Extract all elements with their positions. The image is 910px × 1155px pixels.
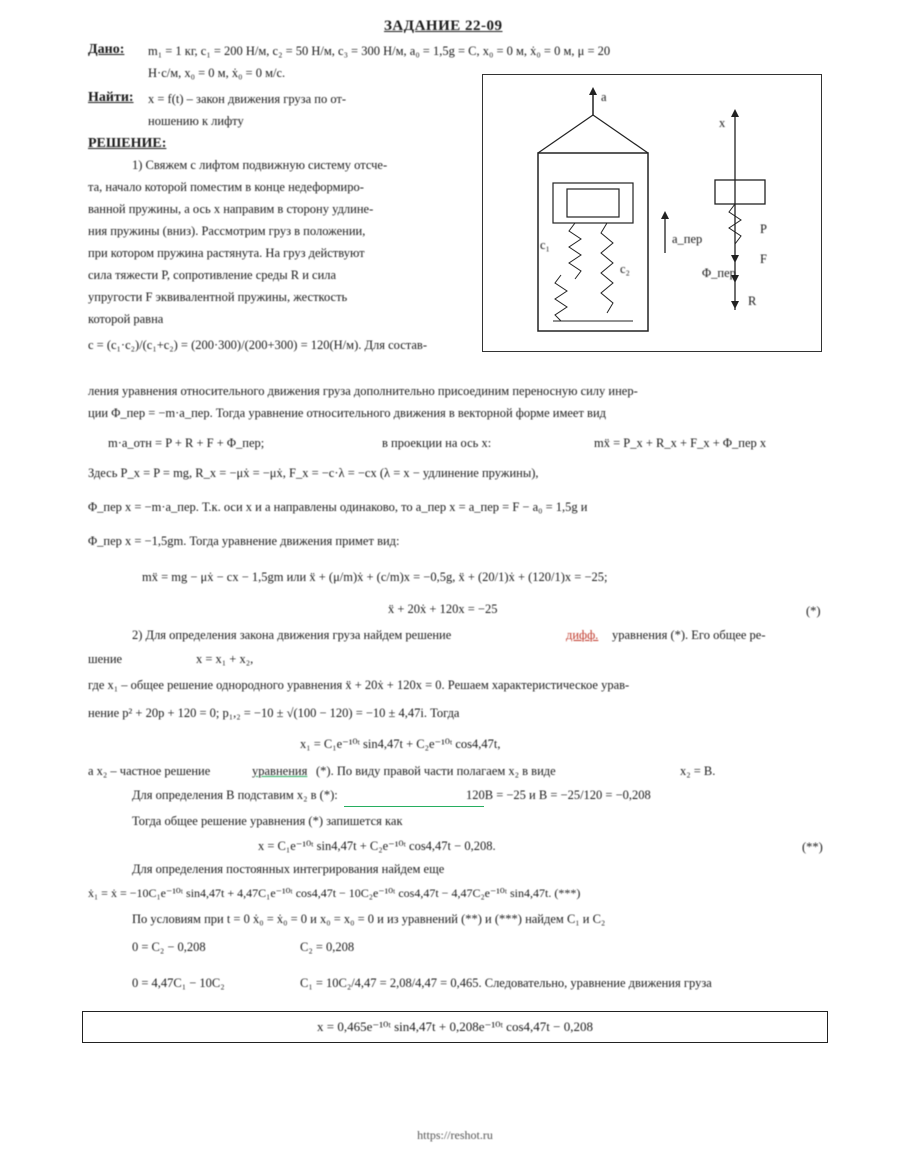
- footer-url: https://reshot.ru: [417, 1128, 493, 1142]
- para7-text-d: x₂ = B.: [680, 764, 716, 778]
- para1-line-2: ванной пружины, а ось x направим в сторону удлине-: [88, 202, 374, 216]
- para10: Для определения постоянных интегрирования найдем еще: [132, 862, 445, 876]
- given-line-1: m₁ = 1 кг, c₁ = 200 Н/м, c₂ = 50 Н/м, c₃ = 300 Н/м, a₀ = 1,5g = C, x₀ = 0 м, ẋ₀ = 0 м, μ = 20: [148, 44, 611, 58]
- equation-x1: x₁ = C₁e⁻¹⁰ᵗ sin4,47t + C₂e⁻¹⁰ᵗ cos4,47t,: [300, 737, 501, 751]
- para3-line-0: Здесь P_x = P = mg, R_x = −μẋ = −μẋ, F_x = −c·λ = −cx (λ = x − удлинение пружины),: [88, 466, 539, 480]
- solution-label: РЕШЕНИЕ:: [88, 136, 167, 151]
- equation-projection: mẍ = P_x + R_x + F_x + Φ_пер x: [594, 436, 767, 450]
- fig-label-c2: c₂: [620, 262, 630, 276]
- para1-line-3: ния пружины (вниз). Рассмотрим груз в положении,: [88, 224, 366, 238]
- fig-label-x: x: [719, 116, 726, 130]
- para4-highlight: дифф.: [566, 628, 599, 642]
- equation-vector: m·a_отн = P + R + F + Φ_пер;: [108, 436, 265, 450]
- para1-line-7: которой равна: [88, 312, 164, 326]
- para2-line-0: ления уравнения относительного движения груза дополнительно присоединим переносную силу инер-: [88, 384, 638, 398]
- para1-line-5: сила тяжести P, сопротивление среды R и сила: [88, 268, 337, 282]
- para1-line-4: при котором пружина растянута. На груз действуют: [88, 246, 365, 260]
- equation-c: c = (c₁·c₂)/(c₁+c₂) = (200·300)/(200+300) = 120(Н/м). Для состав-: [88, 338, 428, 352]
- find-label: Найти:: [88, 90, 134, 105]
- equation-motion: mẍ = mg − μẋ − cx − 1,5gm или ẍ + (μ/m)ẋ + (c/m)x = −0,5g, ẍ + (20/1)ẋ + (120/1)x = −25;: [142, 570, 608, 584]
- para1-line-1: та, начало которой поместим в конце недеформиро-: [88, 180, 364, 194]
- equation-velocity: ẋ₁ = ẋ = −10C₁e⁻¹⁰ᵗ sin4,47t + 4,47C₁e⁻¹⁰ᵗ cos4,47t − 10C₂e⁻¹⁰ᵗ cos4,47t − 4,47C₂e⁻¹⁰ᵗ sin4,47t. (***): [88, 886, 581, 900]
- para7-text-a: а x₂ – частное решение: [88, 764, 211, 778]
- given-label: Дано:: [88, 42, 125, 57]
- para4-text-c: уравнения (*). Его общее ре-: [612, 628, 766, 642]
- find-line-1: x = f(t) – закон движения груза по от-: [148, 92, 347, 106]
- green-underline: [344, 806, 484, 807]
- answer-equation: x = 0,465e⁻¹⁰ᵗ sin4,47t + 0,208e⁻¹⁰ᵗ cos4,47t − 0,208: [317, 1019, 593, 1034]
- para9: Тогда общее решение уравнения (*) запишется как: [132, 814, 403, 828]
- fig-label-R: R: [748, 294, 757, 308]
- fig-label-apor: a_пер: [672, 232, 703, 246]
- para3-line-2: Φ_пер x = −1,5gm. Тогда уравнение движения примет вид:: [88, 534, 400, 548]
- para7-text-c: (*). По виду правой части полагаем x₂ в виде: [316, 764, 556, 778]
- fig-label-F: F: [760, 252, 767, 266]
- given-line-2: Н·с/м, x₀ = 0 м, ẋ₀ = 0 м/с.: [148, 66, 286, 80]
- equation-c2-a: 0 = C₂ − 0,208: [132, 940, 206, 954]
- equation-mark-1: (*): [806, 604, 821, 618]
- equation-c2-b: C₂ = 0,208: [300, 940, 355, 954]
- answer-box: [82, 1011, 828, 1043]
- spring-system-diagram: [483, 75, 821, 351]
- para4-text-a: 2) Для определения закона движения груза найдем решение: [132, 628, 452, 642]
- para8-result: 120B = −25 и B = −25/120 = −0,208: [466, 788, 651, 802]
- equation-sum: x = x₁ + x₂,: [196, 652, 254, 666]
- fig-label-phi: Φ_пер: [702, 266, 736, 280]
- find-line-2: ношению к лифту: [148, 114, 244, 128]
- para7-highlight: уравнения: [252, 764, 308, 778]
- equation-motion-short: ẍ + 20ẋ + 120x = −25: [388, 602, 498, 616]
- fig-label-a: a: [601, 90, 607, 104]
- equation-c1-b: C₁ = 10C₂/4,47 = 2,08/4,47 = 0,465. Следовательно, уравнение движения груза: [300, 976, 712, 990]
- para3-line-1: Φ_пер x = −m·a_пер. Т.к. оси x и a направлены одинаково, то a_пер x = a_пер = F − a₀ = 1,5g и: [88, 500, 588, 514]
- page-title: ЗАДАНИЕ 22-09: [384, 18, 503, 34]
- projection-label: в проекции на ось x:: [382, 436, 492, 450]
- para11: По условиям при t = 0 ẋ₀ = ẋ₀ = 0 и x₀ = x₀ = 0 и из уравнений (**) и (***) найдем C₁ и C₂: [132, 912, 606, 926]
- para8: Для определения B подставим x₂ в (*):: [132, 788, 338, 802]
- fig-label-c1: c₁: [540, 238, 550, 252]
- fig-label-P: P: [760, 222, 767, 236]
- para1-line-0: 1) Свяжем с лифтом подвижную систему отсче-: [132, 158, 388, 172]
- para6: нение p² + 20p + 120 = 0; p₁,₂ = −10 ± √(100 − 120) = −10 ± 4,47i. Тогда: [88, 706, 460, 720]
- para2-line-1: ции Φ_пер = −m·a_пер. Тогда уравнение относительного движения в векторной форме имеет вид: [88, 406, 606, 420]
- figure-frame: [482, 74, 822, 352]
- equation-mark-2: (**): [802, 840, 823, 854]
- para5: где x₁ – общее решение однородного уравнения ẍ + 20ẋ + 120x = 0. Решаем характеристическое урав-: [88, 678, 630, 692]
- para4-text-d: шение: [88, 652, 123, 666]
- equation-c1-a: 0 = 4,47C₁ − 10C₂: [132, 976, 225, 990]
- equation-general: x = C₁e⁻¹⁰ᵗ sin4,47t + C₂e⁻¹⁰ᵗ cos4,47t − 0,208.: [258, 839, 496, 853]
- para1-line-6: упругости F эквивалентной пружины, жесткость: [88, 290, 348, 304]
